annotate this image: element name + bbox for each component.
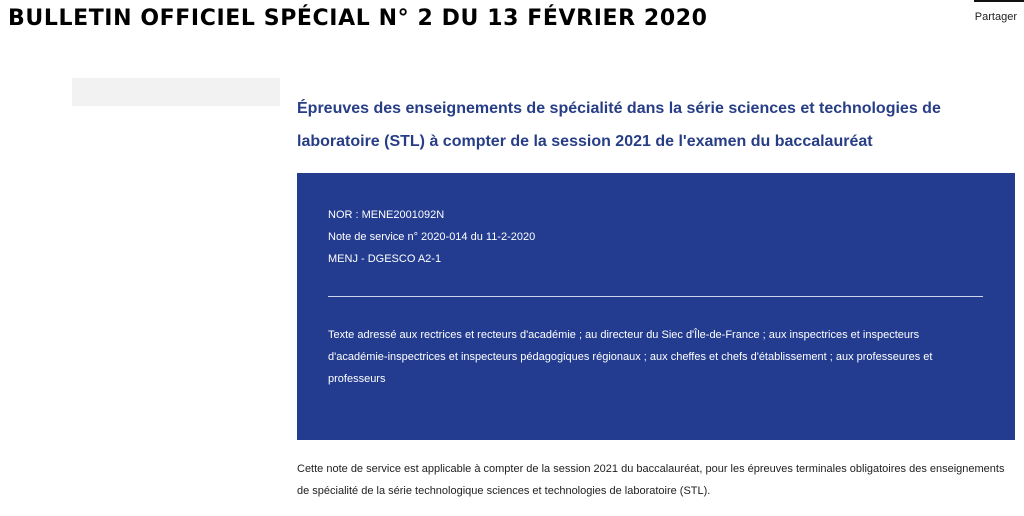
article-title: Épreuves des enseignements de spécialité dans la série sciences et technologies de laboratoire (STL) à compter de la session 2021 de l'examen du baccalauréat	[297, 100, 941, 150]
metadata-lines	[328, 204, 535, 270]
page-title: BULLETIN OFFICIEL SPÉCIAL N° 2 DU 13 FÉVRIER 2020	[8, 6, 708, 31]
share-button[interactable]: Partager	[974, 11, 1017, 23]
top-divider	[974, 0, 1024, 2]
recipients-text: Texte adressé aux rectrices et recteurs d'académie ; au directeur du Siec d'Île-de-France ; aux inspectrices et inspecteurs d'académie-inspectrices et inspecteurs pédagogiques régionaux ; aux cheffes et chefs d'établissement ; aux professeures et professeurs	[328, 329, 933, 385]
sidebar-placeholder	[72, 78, 280, 106]
intro-paragraph: Cette note de service est applicable à compter de la session 2021 du baccalauréat, pour les épreuves terminales obligatoires des enseignements de spécialité de la série technologique sciences et technologies de laboratoire (STL).	[297, 463, 1005, 497]
metadata-divider	[328, 296, 983, 297]
service-note-reference: Note de service n° 2020-014 du 11-2-2020	[328, 231, 536, 243]
article-metadata-box	[297, 173, 1015, 440]
ministry-reference: MENJ - DGESCO A2-1	[328, 253, 442, 265]
nor-reference: NOR : MENE2001092N	[328, 209, 445, 221]
